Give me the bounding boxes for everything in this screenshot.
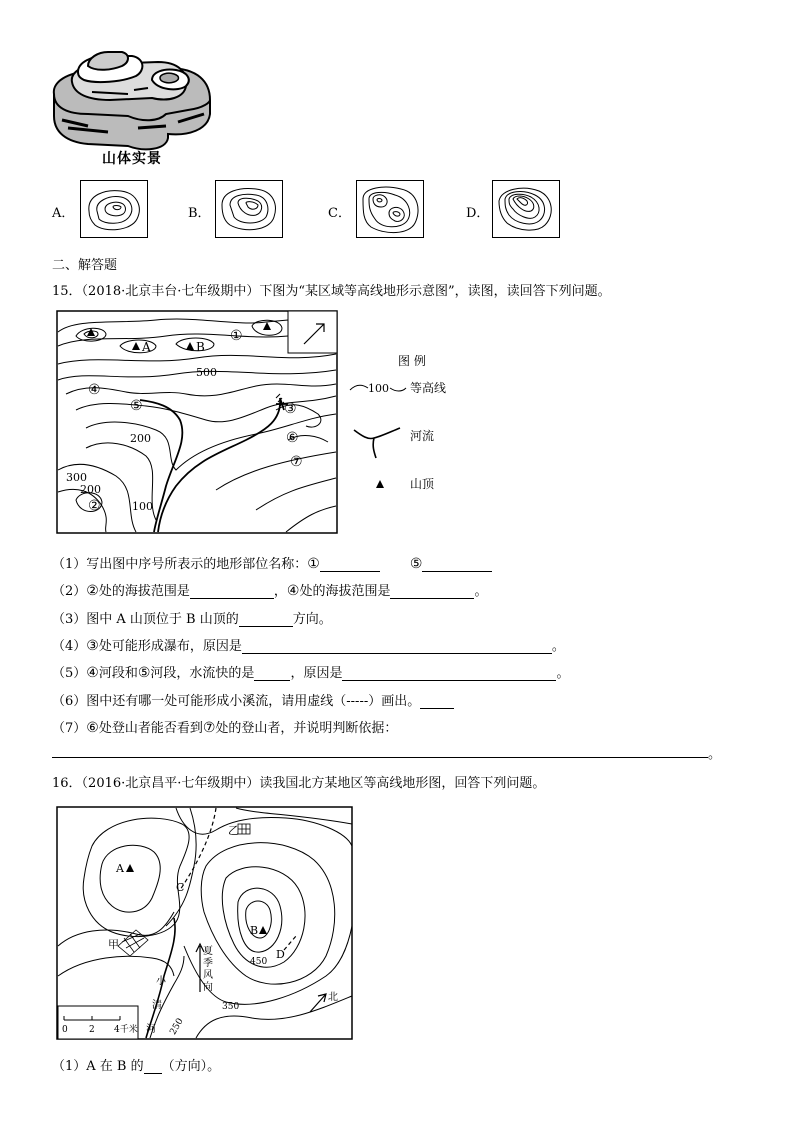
contour-500-label: 500 — [196, 366, 217, 379]
q16-north-label: 北 — [328, 992, 338, 1003]
option-a-map[interactable] — [80, 180, 148, 238]
q16-scale-0: 0 — [62, 1025, 68, 1035]
option-b-label[interactable]: B． — [188, 206, 211, 221]
q16-yi-village-icon — [238, 824, 250, 834]
legend-peak-label: 山顶 — [410, 477, 435, 491]
point-3-label: ③ — [284, 401, 297, 417]
q16-contour-350: 350 — [222, 1002, 240, 1012]
peak-top-right-icon — [263, 322, 271, 330]
q16-point-c-label: C — [176, 881, 185, 894]
q16-peak-b-icon — [259, 926, 267, 934]
q16-contour-450: 450 — [250, 957, 268, 967]
q15-stem: 15．（2018·北京丰台·七年级期中）下图为“某区域等高线地形示意图”，读图，读回答下列问题。 — [52, 284, 611, 299]
q16-wind-1: 夏 — [203, 946, 213, 957]
legend-contour-label: 等高线 — [410, 381, 447, 395]
point-4-label: ④ — [88, 382, 101, 398]
q16-river-2: 清 — [152, 1000, 162, 1011]
q15-q1-blank-5[interactable] — [422, 557, 492, 572]
contour-200-label: 200 — [130, 432, 151, 445]
legend-contour-icon — [350, 385, 368, 390]
q16-q1-blank[interactable] — [144, 1059, 162, 1074]
q15-q7-answer-line[interactable] — [52, 757, 708, 758]
option-a-label[interactable]: A． — [52, 206, 75, 221]
legend-river-icon — [354, 428, 400, 458]
q15-q3: （3）图中 A 山顶位于 B 山顶的 方向。 — [52, 612, 332, 627]
peak-b-label: B — [196, 340, 205, 354]
legend-contour-value: 100 — [368, 382, 389, 395]
peak-a-label: A — [142, 340, 151, 354]
q15-q5: （5）④河段和⑤河段，水流快的是 ，原因是 。 — [52, 665, 570, 681]
point-5-label: ⑤ — [130, 398, 143, 414]
q16-yi-label: 乙 — [228, 824, 239, 837]
q16-wind-3: 风 — [203, 970, 213, 981]
q16-contour-map — [56, 806, 354, 1042]
option-c-label[interactable]: C． — [328, 206, 351, 221]
q15-q1: （1）写出图中序号所表示的地形部位名称：① ⑤ — [52, 553, 492, 572]
contour-100-label: 100 — [132, 500, 153, 513]
q15-q1-blank-1[interactable] — [320, 557, 380, 572]
q15-q6: （6）图中还有哪一处可能形成小溪流，请用虚线（-----）画出。 — [52, 690, 454, 709]
q16-wind-2: 季 — [203, 958, 213, 969]
peak-a-icon — [132, 342, 140, 350]
q15-q6-blank[interactable] — [420, 694, 454, 709]
q16-q1: （1）A 在 B 的 （方向）。 — [52, 1059, 221, 1074]
legend-title: 图 例 — [398, 354, 426, 368]
q15-q4-blank[interactable] — [242, 639, 552, 654]
q16-wind-4: 向 — [203, 982, 213, 993]
point-6-label: ⑥ — [286, 430, 299, 446]
legend-peak-icon — [376, 480, 384, 488]
q16-point-d-label: D — [276, 948, 285, 961]
figure-caption: 山体实景 — [102, 151, 162, 167]
contour-300-label: 300 — [66, 471, 87, 484]
q16-scale-4: 4千米 — [114, 1025, 138, 1035]
north-arrow-box — [288, 311, 337, 353]
q16-peak-b-label: B — [250, 924, 259, 937]
contour-200b-label: 200 — [80, 483, 101, 496]
option-d-label[interactable]: D． — [466, 206, 490, 221]
q16-peak-a-icon — [126, 864, 134, 872]
legend-river-label: 河流 — [410, 429, 435, 443]
q16-stem: 16．（2016·北京昌平·七年级期中）读我国北方某地区等高线地形图，回答下列问题。 — [52, 776, 546, 791]
q16-peak-a-label: A — [116, 862, 124, 875]
q15-q2-blank-1[interactable] — [190, 584, 274, 599]
q15-q7: （7）⑥处登山者能否看到⑦处的登山者，并说明判断依据： — [52, 720, 398, 736]
q15-q2-blank-2[interactable] — [390, 584, 474, 599]
q16-contour-250: 250 — [168, 1016, 186, 1037]
q15-q2: （2）②处的海拔范围是 ，④处的海拔范围是 。 — [52, 583, 488, 599]
q16-river-1: 小 — [156, 976, 166, 987]
q16-jia-village-icon — [118, 930, 148, 956]
q15-q3-blank[interactable] — [239, 612, 293, 627]
option-d-map[interactable] — [492, 180, 560, 238]
section-title: 二、解答题 — [52, 258, 118, 273]
q15-q5-blank-1[interactable] — [254, 666, 290, 681]
peak-b-icon — [186, 342, 194, 350]
q16-river-3: 河 — [146, 1024, 156, 1035]
q15-q5-blank-2[interactable] — [342, 666, 556, 681]
point-7-label: ⑦ — [290, 454, 303, 470]
point-2-label: ② — [88, 498, 101, 514]
q15-q4: （4）③处可能形成瀑布，原因是 。 — [52, 638, 565, 654]
point-1-label: ① — [230, 328, 243, 344]
q16-scale-2: 2 — [89, 1025, 95, 1035]
option-c-map[interactable] — [356, 180, 424, 238]
option-b-map[interactable] — [215, 180, 283, 238]
q15-q7-end: 。 — [708, 747, 722, 762]
q15-contour-map — [56, 310, 448, 536]
q16-jia-label: 甲 — [108, 938, 119, 951]
